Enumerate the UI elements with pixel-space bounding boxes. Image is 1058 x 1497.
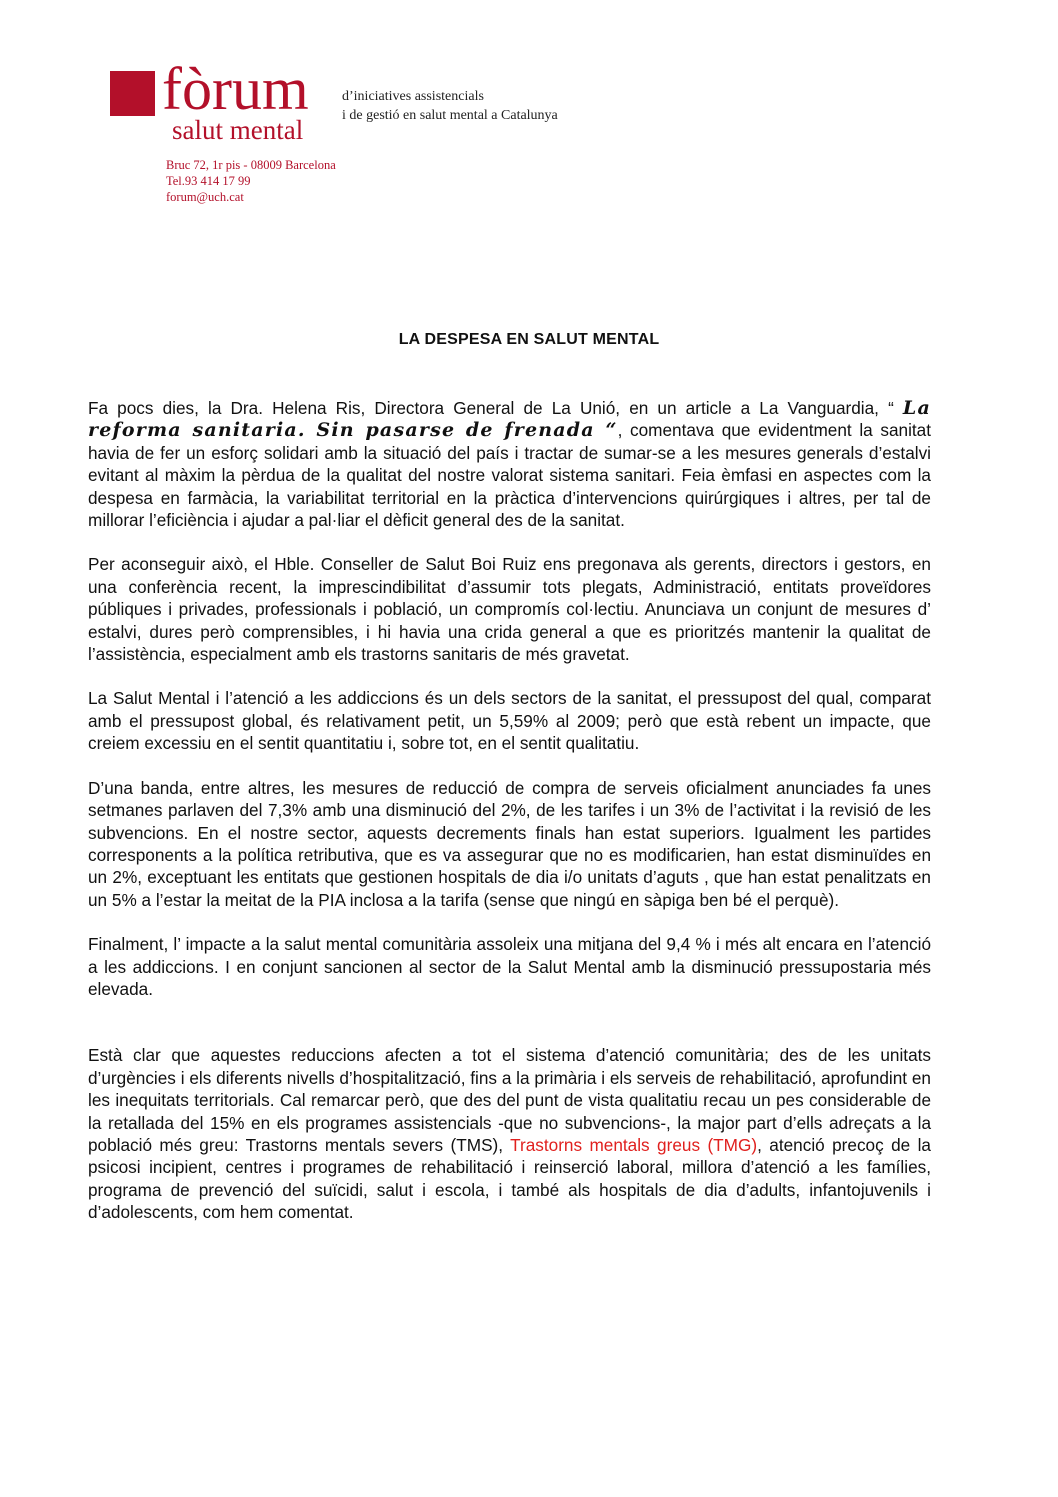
brand-subtitle: salut mental — [172, 115, 304, 145]
document-body — [88, 397, 931, 1246]
paragraph-3: La Salut Mental i l’atenció a les addiccions és un dels sectors de la sanitat, el pressupost del qual, comparat amb el pressupost global, és relativament petit, un 5,59% al 2009; però que està rebent un impacte, que creiem excessiu en el sentit quantitatiu i, sobre tot, en el sentit qualitatiu. — [88, 688, 931, 754]
paragraph-6-before: Està clar que aquestes reduccions afecten a tot el sistema d’atenció comunitària; des de les unitats d’urgències i els diferents nivells d’hospitalització, fins a la primària i els serveis de rehabilitació, aprofundint en les inequitats territorials. Cal remarcar però, que des del punt de vista qualitatiu recau un pes considerable de la retallada del 15% en els programes assistencials -que no subvencions-, la major part d’ells adreçats a la població més greu: Trastorns mentals severs (TMS), — [88, 1045, 931, 1155]
document-title: LA DESPESA EN SALUT MENTAL — [398, 331, 660, 348]
tagline-line-2: i de gestió en salut mental a Catalunya — [342, 108, 558, 123]
address: Bruc 72, 1r pis - 08009 Barcelona — [166, 158, 336, 172]
contact-block — [166, 157, 336, 205]
email: forum@uch.cat — [166, 190, 244, 204]
highlighted-text: Trastorns mentals greus (TMG) — [510, 1134, 758, 1155]
article-headline: La reforma sanitaria. Sin pasarse de frenada “ — [88, 397, 931, 442]
paragraph-5: Finalment, l’ impacte a la salut mental comunitària assoleix una mitjana del 9,4 % i més alt encara en l’atenció a les addiccions. I en conjunt sancionen al sector de la Salut Mental amb la disminució pressupostaria més elevada. — [88, 934, 931, 999]
paragraph-1-rest: , comentava que evidentment la sanitat havia de fer un esforç solidari amb la situació del país i tractar de sumar-se a les mesures generals d’estalvi evitant al màxim la pèrdua de la qualitat del nostre valorat sistema sanitari. Feia èmfasi en aspectes com la despesa en farmàcia, la variabilitat territorial en la pràctica d’intervencions quirúrgiques i altres, per tal de millorar l’eficiència i ajudar a pal·liar el dèficit general des de la sanitat. — [88, 420, 932, 531]
phone: Tel.93 414 17 99 — [166, 174, 251, 188]
paragraph-2: Per aconseguir això, el Hble. Conseller de Salut Boi Ruiz ens pregonava als gerents, directors i gestors, en una conferència recent, la imprescindibilitat d’assumir tots plegats, Administració, entitats proveïdores públiques i privades, professionals i població, un compromís col·lectiu. Anunciava un conjunt de mesures d’ estalvi, dures però comprensibles, i hi havia una crida general a que es prioritzés mantenir la qualitat de l’assistència, especialment amb els trastorns sanitaris de més gravetat. — [88, 554, 931, 665]
logo-square-icon — [110, 71, 155, 116]
tagline — [342, 87, 558, 125]
paragraph-6-after: , atenció precoç de la psicosi incipient, centres i programes de rehabilitació i reinserció laboral, millora d’atenció a les famílies, programa de prevenció del suïcidi, salut i escola, i també als hospitals de dia d’adults, infantojuvenils i d’adolescents, com hem comentat. — [88, 1134, 931, 1223]
paragraph-1-intro: Fa pocs dies, la Dra. Helena Ris, Directora General de La Unió, en un article a La Vanguardia, “ — [88, 398, 903, 418]
paragraph-6 — [88, 1044, 931, 1223]
paragraph-1 — [88, 397, 931, 531]
tagline-line-1: d’iniciatives assistencials — [342, 89, 484, 104]
brand-name: fòrum — [162, 56, 309, 122]
paragraph-4: D’una banda, entre altres, les mesures de reducció de compra de serveis oficialment anunciades fa unes setmanes parlaven del 7,3% amb una disminució del 2%, de les tarifes i un 3% de l’activitat i la revisió de les subvencions. En el nostre sector, aquests decrements finals han estat superiors. Igualment les partides corresponents a la política retributiva, que es va assegurar que no es modificarien, han estat disminuïdes en un 2%, exceptuant les entitats que gestionen hospitals de dia i/o unitats d’aguts , que han estat penalitzats en un 5% a l’estar la meitat de la PIA inclosa a la tarifa (sense que ningú en sàpiga ben bé el perquè). — [88, 777, 931, 910]
